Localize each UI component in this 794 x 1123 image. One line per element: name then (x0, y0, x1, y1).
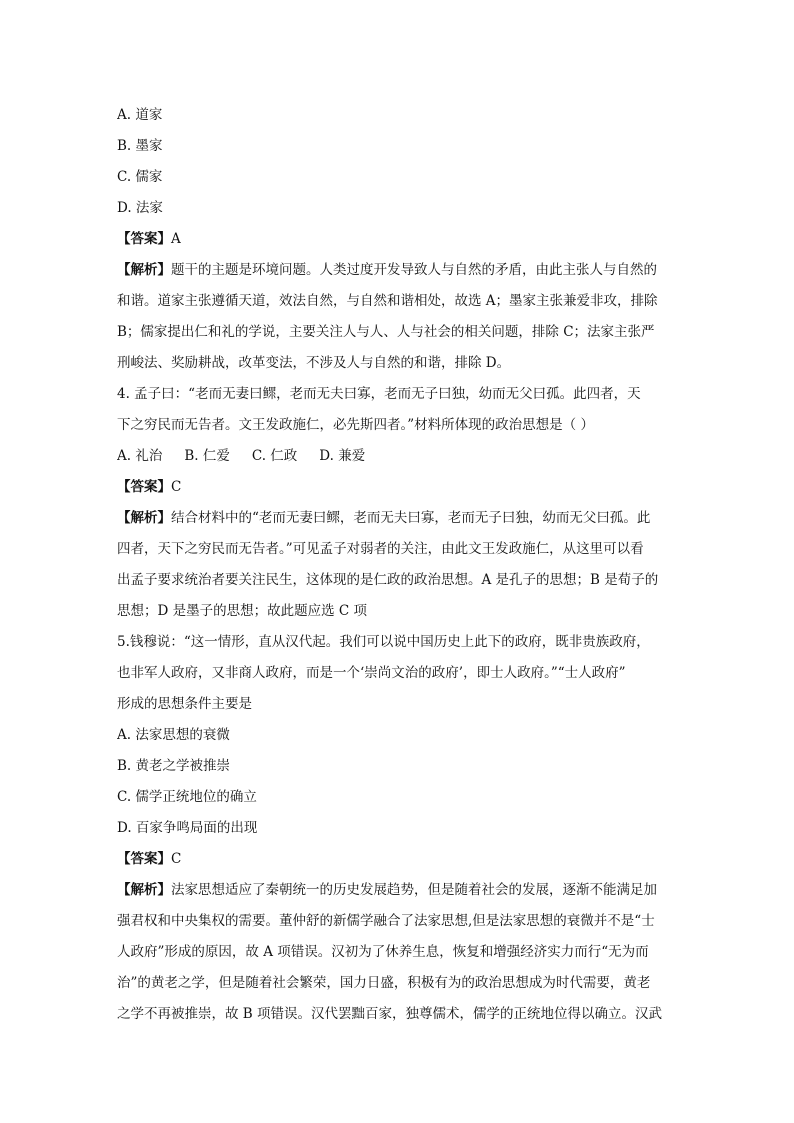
q3-option-d: D. 法家 (117, 200, 163, 216)
answer-tag: 【答案】 (117, 851, 171, 867)
q4-stem-line-2: 下之穷民而无告者。文王发政施仁，必先斯四者。”材料所体现的政治思想是（ ） (117, 417, 594, 433)
analysis-tag: 【解析】 (117, 882, 171, 898)
analysis-tag: 【解析】 (117, 510, 171, 526)
q5-option-d: D. 百家争鸣局面的出现 (117, 820, 258, 836)
q5-answer (117, 844, 682, 875)
q3-answer (117, 224, 682, 255)
q4-option-d: D. 兼爱 (319, 448, 366, 464)
answer-tag: 【答案】 (117, 231, 171, 247)
q5-analysis-line-5: 之学不再被推崇，故 B 项错误。汉代罢黜百家，独尊儒术，儒学的正统地位得以确立。汉武 (117, 1006, 663, 1022)
q5-analysis-line-2: 强君权和中央集权的需要。董仲舒的新儒学融合了法家思想,但是法家思想的衰微并不是“士 (117, 913, 655, 929)
q3-option-b: B. 墨家 (117, 138, 163, 154)
q3-analysis-line-3: B；儒家提出仁和礼的学说，主要关注人与人、人与社会的相关问题，排除 C；法家主张严 (117, 324, 655, 340)
q5-option-b: B. 黄老之学被推崇 (117, 758, 231, 774)
q4-stem-line-1: 4. 孟子曰：“老而无妻曰鳏，老而无夫曰寡，老而无子曰独，幼而无父曰孤。此四者，天 (117, 386, 641, 402)
q3-option-a: A. 道家 (117, 107, 163, 123)
q3-analysis-line-4: 刑峻法、奖励耕战，改革变法，不涉及人与自然的和谐，排除 D。 (117, 355, 511, 371)
analysis-tag: 【解析】 (117, 262, 171, 278)
q5-option-a: A. 法家思想的衰微 (117, 727, 230, 743)
q4-analysis-line-2: 四者，天下之穷民而无告者。”可见孟子对弱者的关注，由此文王发政施仁，从这里可以看 (117, 541, 644, 557)
q5-stem-line-2: 也非军人政府，又非商人政府，而是一个‘崇尚文治的政府’，即士人政府。”“士人政府” (117, 665, 626, 681)
q3-analysis-line-2: 和谐。道家主张遵循天道，效法自然，与自然和谐相处，故选 A；墨家主张兼爱非攻，排除 (117, 293, 658, 309)
q3-answer-value: A (171, 231, 181, 247)
q4-analysis-line-3: 出孟子要求统治者要关注民生，这体现的是仁政的政治思想。A 是孔子的思想；B 是荀子的 (117, 572, 659, 588)
q4-answer-value: C (171, 479, 182, 495)
q5-stem-line-1: 5.钱穆说：“这一情形，直从汉代起。我们可以说中国历史上此下的政府，既非贵族政府， (117, 634, 650, 650)
q4-analysis-text: 结合材料中的“老而无妻曰鳏，老而无夫曰寡，老而无子曰独，幼而无父曰孤。此 (171, 510, 651, 526)
q5-stem-line-3: 形成的思想条件主要是 (117, 696, 252, 712)
q4-option-c: C. 仁政 (251, 448, 298, 464)
q3-analysis-text: 题干的主题是环境问题。人类过度开发导致人与自然的矛盾，由此主张人与自然的 (171, 262, 657, 278)
q5-analysis-line-1 (117, 875, 682, 906)
q3-analysis-line-1 (117, 255, 682, 286)
q5-analysis-line-3: 人政府”形成的原因，故 A 项错误。汉初为了休养生息，恢复和增强经济实力而行“无为而 (117, 944, 649, 960)
q5-answer-value: C (171, 851, 182, 867)
q4-options (117, 441, 682, 472)
q4-analysis-line-4: 思想；D 是墨子的思想；故此题应选 C 项 (117, 603, 368, 619)
q4-analysis-line-1 (117, 503, 682, 534)
document-page (117, 100, 682, 1030)
q5-analysis-line-4: 治”的黄老之学，但是随着社会繁荣，国力日盛，积极有为的政治思想成为时代需要，黄老 (117, 975, 651, 991)
answer-tag: 【答案】 (117, 479, 171, 495)
q5-analysis-text: 法家思想适应了秦朝统一的历史发展趋势，但是随着社会的发展，逐渐不能满足加 (171, 882, 657, 898)
q5-option-c: C. 儒学正统地位的确立 (117, 789, 257, 805)
q4-option-b: B. 仁爱 (184, 448, 230, 464)
q4-option-a: A. 礼治 (117, 448, 163, 464)
q4-answer (117, 472, 682, 503)
q3-option-c: C. 儒家 (117, 169, 163, 185)
